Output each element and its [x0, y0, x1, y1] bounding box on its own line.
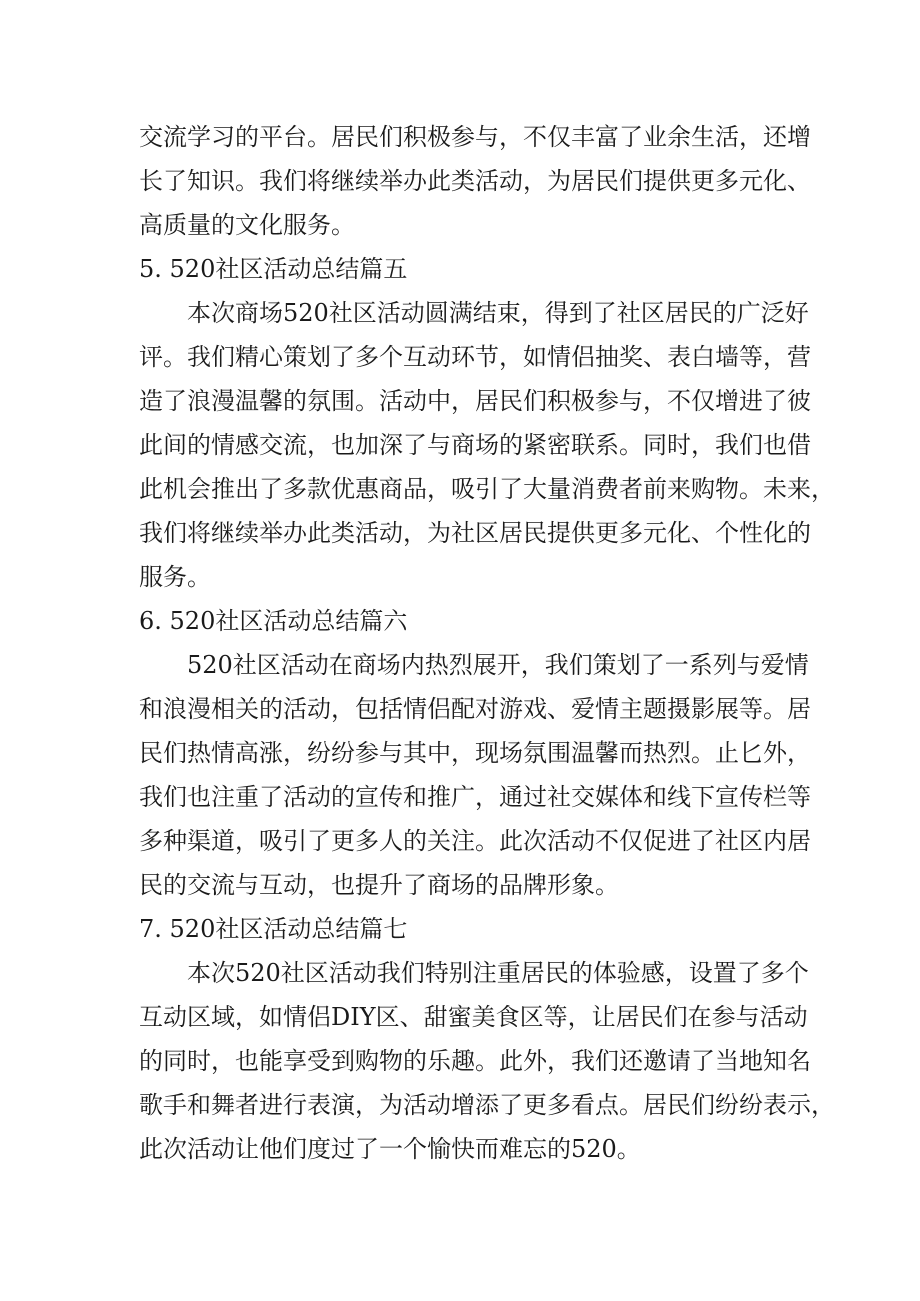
section-heading-7: 7. 520社区活动总结篇七 — [139, 915, 408, 943]
section-6-paragraph — [139, 643, 811, 907]
paragraph-line: 的同时，也能享受到购物的乐趣。此外，我们还邀请了当地知名 — [139, 1047, 811, 1075]
paragraph-line: 本次商场520社区活动圆满结束，得到了社区居民的广泛好 — [187, 299, 809, 327]
paragraph-line: 此次活动让他们度过了一个愉快而难忘的520。 — [139, 1135, 641, 1163]
paragraph-line: 造了浪漫温馨的氛围。活动中，居民们积极参与，不仅增进了彼 — [139, 387, 811, 415]
paragraph-line: 多种渠道，吸引了更多人的关注。此次活动不仅促进了社区内居 — [139, 827, 811, 855]
paragraph-line: 歌手和舞者进行表演，为活动增添了更多看点。居民们纷纷表示， — [139, 1091, 835, 1119]
document-body — [139, 115, 835, 1171]
paragraph-line: 我们也注重了活动的宣传和推广，通过社交媒体和线下宣传栏等 — [139, 783, 811, 811]
paragraph-line: 互动区域，如情侣DIY区、甜蜜美食区等，让居民们在参与活动 — [139, 1003, 808, 1031]
paragraph-line: 民的交流与互动，也提升了商场的品牌形象。 — [139, 871, 619, 899]
paragraph-line: 服务。 — [139, 563, 211, 591]
paragraph-line: 520社区活动在商场内热烈展开，我们策划了一系列与爱情 — [187, 651, 809, 679]
section-heading-6: 6. 520社区活动总结篇六 — [139, 607, 408, 635]
section-heading-5: 5. 520社区活动总结篇五 — [139, 255, 408, 283]
paragraph-line: 和浪漫相关的活动，包括情侣配对游戏、爱情主题摄影展等。居 — [139, 695, 811, 723]
paragraph-line: 交流学习的平台。居民们积极参与，不仅丰富了业余生活，还增 — [139, 123, 811, 151]
paragraph-line: 此机会推出了多款优惠商品，吸引了大量消费者前来购物。未来， — [139, 475, 835, 503]
paragraph-line: 我们将继续举办此类活动，为社区居民提供更多元化、个性化的 — [139, 519, 811, 547]
paragraph-line: 评。我们精心策划了多个互动环节，如情侣抽奖、表白墙等，营 — [139, 343, 811, 371]
paragraph-line: 此间的情感交流，也加深了与商场的紧密联系。同时，我们也借 — [139, 431, 811, 459]
paragraph-line: 高质量的文化服务。 — [139, 211, 355, 239]
paragraph-line: 本次520社区活动我们特别注重居民的体验感，设置了多个 — [187, 959, 809, 987]
paragraph-line: 长了知识。我们将继续举办此类活动，为居民们提供更多元化、 — [139, 167, 811, 195]
section-7-paragraph — [139, 951, 835, 1171]
section-5-paragraph — [139, 291, 835, 599]
intro-paragraph — [139, 115, 811, 247]
paragraph-line: 民们热情高涨，纷纷参与其中，现场氛围温馨而热烈。止匕外， — [139, 739, 811, 767]
